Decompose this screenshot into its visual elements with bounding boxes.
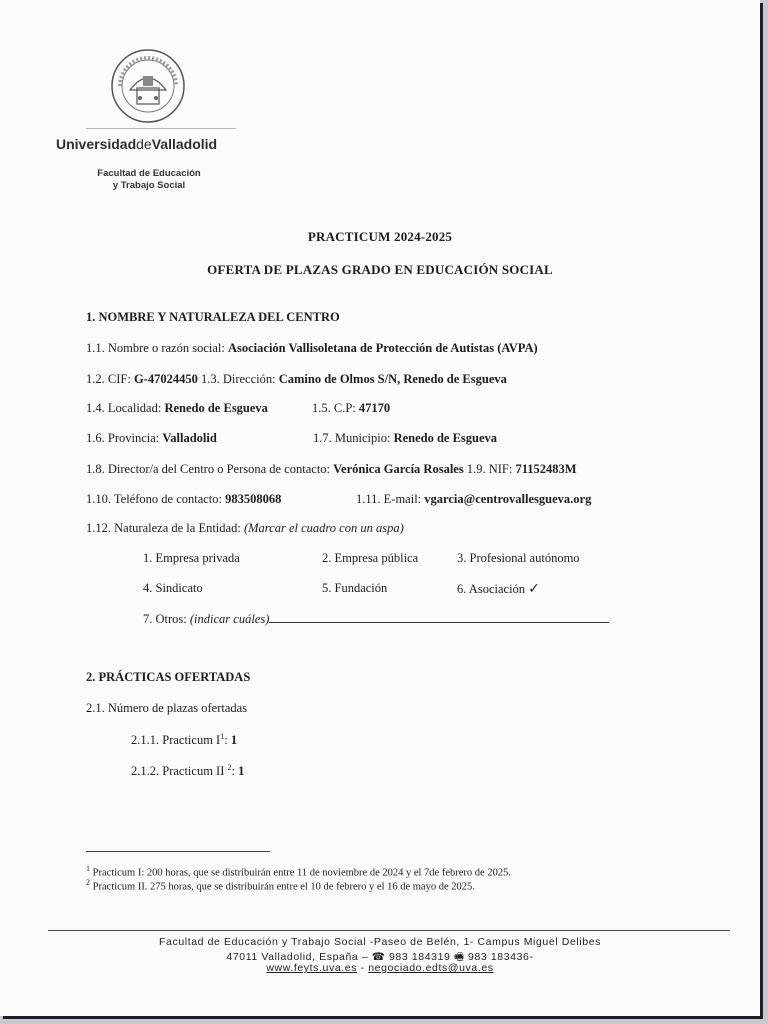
field-cif-address: 1.2. CIF: G-47024450 1.3. Dirección: Camino de Olmos S/N, Renedo de Esgueva xyxy=(86,372,507,386)
footnote-2: $^2$ Practicum II. 275 horas, que se distribuirán entre el 10 de febrero y el 16 de mayo de 2025. xyxy=(86,878,475,893)
footer-address: Facultad de Educación y Trabajo Social -Paseo de Belén, 1- Campus Miguel Delibes xyxy=(159,936,601,948)
check-mark-icon: ✓ xyxy=(528,581,540,597)
faculty-name: Facultad de Educación y Trabajo Social xyxy=(97,168,201,191)
field-number-of-places: 2.1. Número de plazas ofertadas xyxy=(86,701,248,715)
field-contact-person: 1.8. Director/a del Centro o Persona de contacto: Verónica García Rosales 1.9. NIF: 71152483M xyxy=(86,462,577,476)
option-otros: 7. Otros: (indicar cuáles) xyxy=(143,610,609,627)
logo-divider xyxy=(86,128,236,129)
footnote-1: $^1$ Practicum I: 200 horas, que se distribuirán entre 11 de noviembre de 2024 y el 7de febrero de 2025. xyxy=(86,864,511,879)
section-2-heading: 2. PRÁCTICAS OFERTADAS xyxy=(86,670,251,684)
field-phone: 1.10. Teléfono de contacto: 983508068 xyxy=(86,492,282,506)
field-practicum-2: 2.1.2. Practicum II $^2$: 1 xyxy=(131,763,245,779)
university-name: UniversidaddeValladolid xyxy=(56,136,218,152)
university-seal-logo xyxy=(110,48,186,124)
document-subtitle: OFERTA DE PLAZAS GRADO EN EDUCACIÓN SOCIAL xyxy=(207,262,553,277)
field-postal-code: 1.5. C.P: 47170 xyxy=(312,401,391,415)
footnote-divider xyxy=(86,851,270,852)
option-empresa-privada: 1. Empresa privada xyxy=(143,551,240,565)
section-1-heading: 1. NOMBRE Y NATURALEZA DEL CENTRO xyxy=(86,310,340,324)
field-email: 1.11. E-mail: vgarcia@centrovallesgueva.org xyxy=(356,492,592,506)
field-locality: 1.4. Localidad: Renedo de Esgueva xyxy=(86,401,268,415)
footer-links: www.feyts.uva.es - negociado.edts@uva.es xyxy=(266,962,494,974)
otros-blank-line xyxy=(269,610,609,623)
field-practicum-1: 2.1.1. Practicum $I^1$: 1 xyxy=(131,732,238,748)
email-link[interactable]: negociado.edts@uva.es xyxy=(368,962,494,974)
field-province: 1.6. Provincia: Valladolid xyxy=(86,431,217,445)
footer-divider xyxy=(48,930,730,931)
field-name: 1.1. Nombre o razón social: Asociación Vallisoletana de Protección de Autistas (AVPA) xyxy=(86,341,538,355)
footer-contact: 47011 Valladolid, España – ☎ 983 184319 🖷 983 183436- xyxy=(226,951,534,963)
field-municipality: 1.7. Municipio: Renedo de Esgueva xyxy=(313,431,498,445)
document-title: PRACTICUM 2024-2025 xyxy=(307,229,453,244)
option-fundacion: 5. Fundación xyxy=(322,581,388,595)
option-sindicato: 4. Sindicato xyxy=(143,581,203,595)
option-profesional-autonomo: 3. Profesional autónomo xyxy=(457,551,580,565)
option-asociacion: 6. Asociación ✓ xyxy=(457,581,540,597)
field-entity-nature: 1.12. Naturaleza de la Entidad: (Marcar el cuadro con un aspa) xyxy=(86,521,404,535)
option-empresa-publica: 2. Empresa pública xyxy=(322,551,419,565)
website-link[interactable]: www.feyts.uva.es xyxy=(266,962,358,974)
